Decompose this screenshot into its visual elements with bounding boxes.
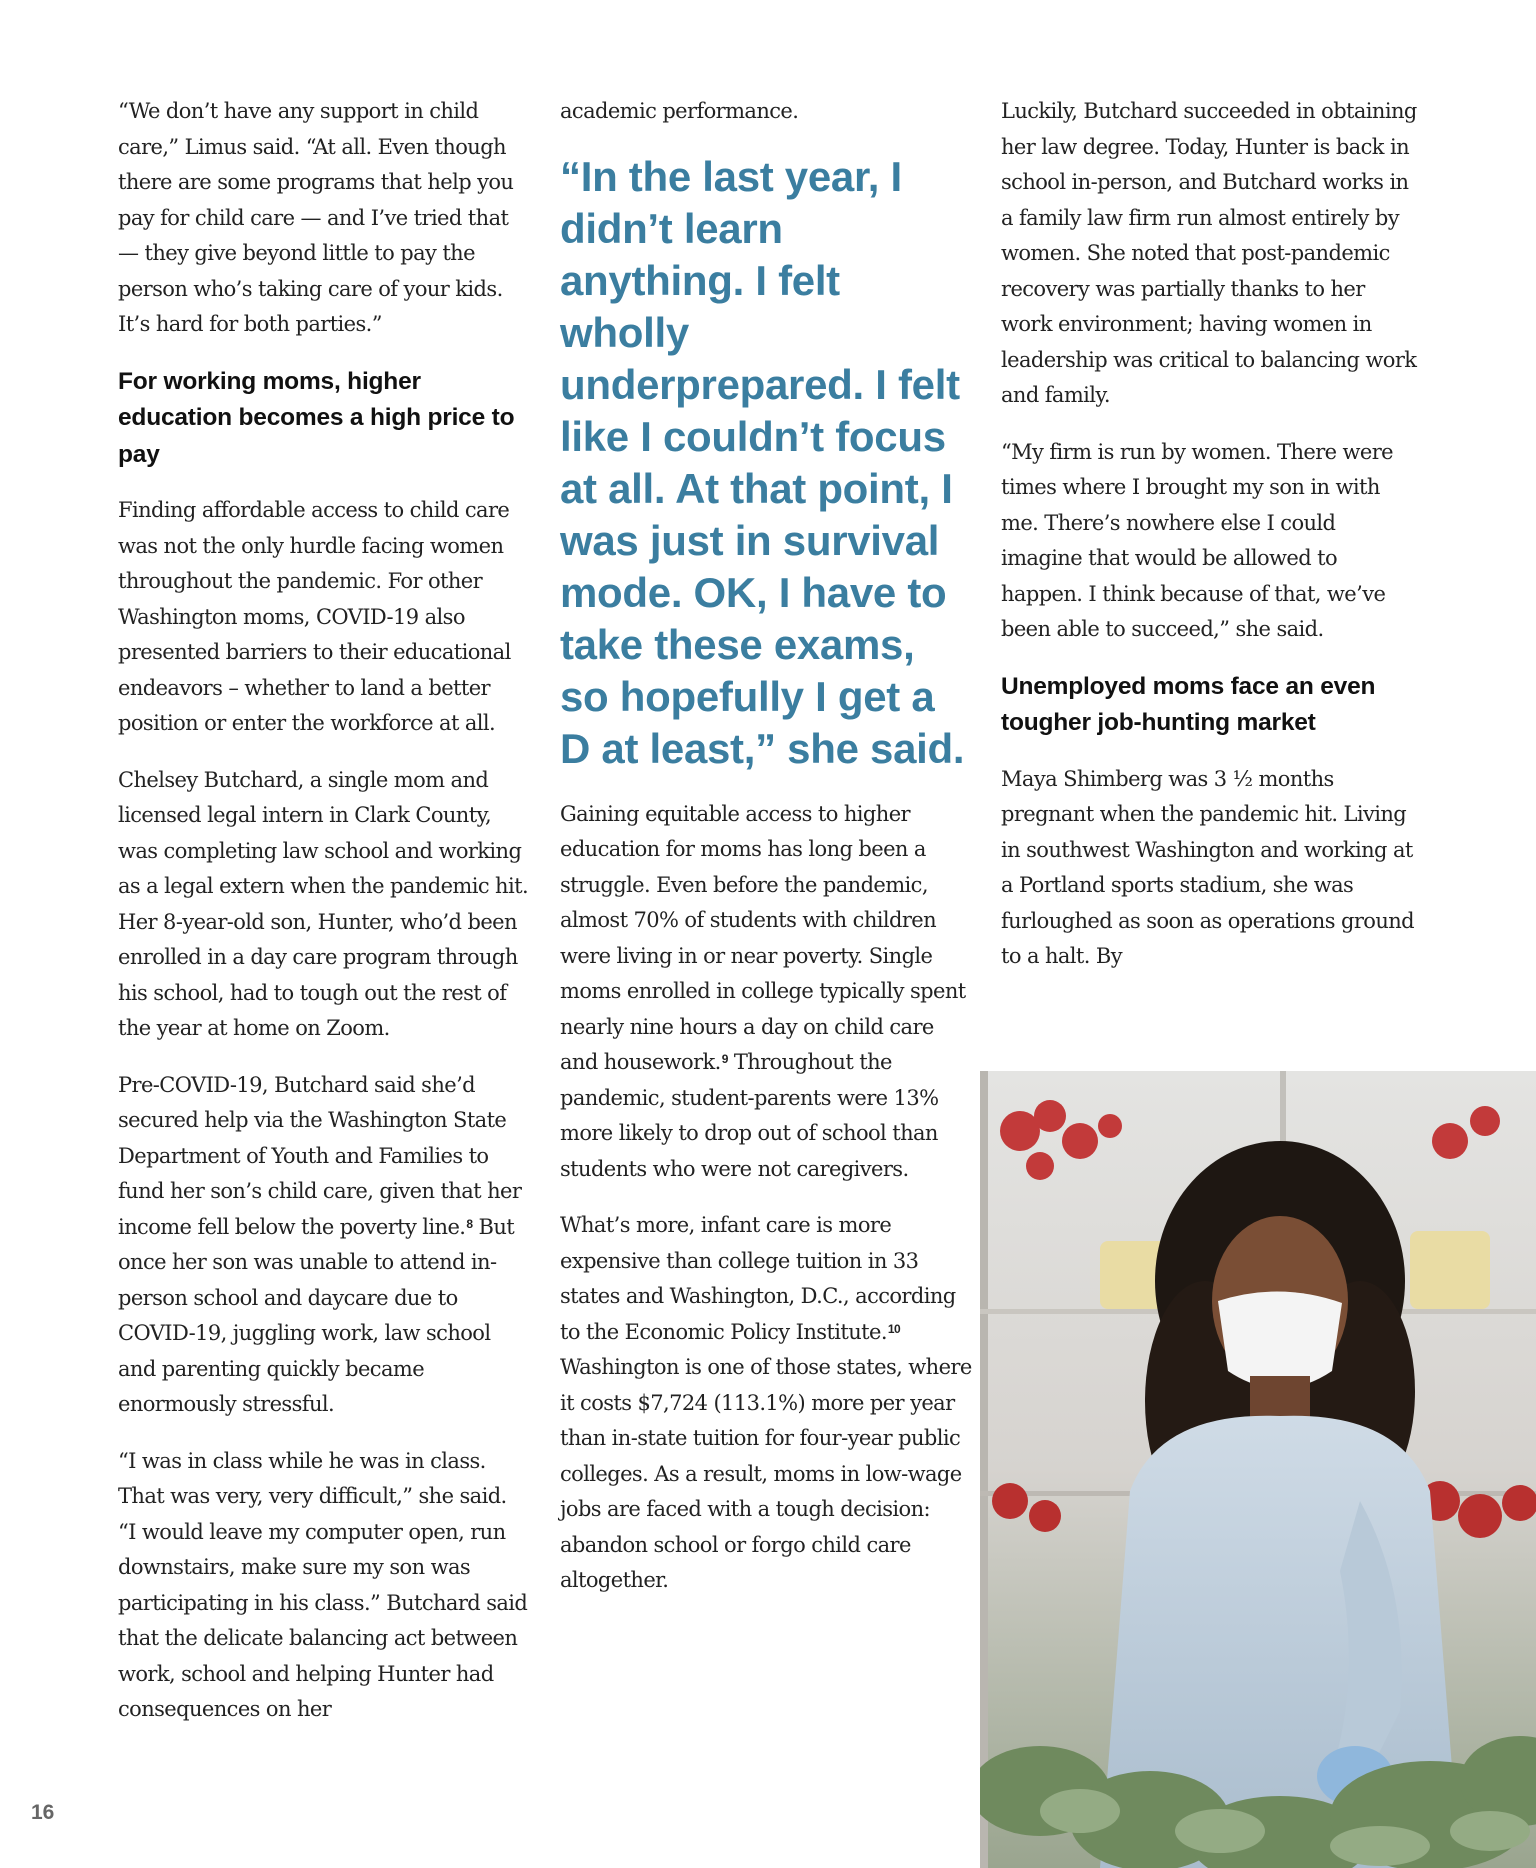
footnote-marker: 8 <box>466 1216 473 1231</box>
middle-column <box>560 94 972 1620</box>
photo-woman-masked-tending-plants <box>980 1071 1536 1868</box>
left-column <box>118 94 530 1749</box>
paragraph: Chelsey Butchard, a single mom and licensed legal intern in Clark County, was completing law school and working as a legal extern when the pandemic hit. Her 8-year-old son, Hunter, who’d been enrolled in a day care program through his school, had to tough out the rest of the year at home on Zoom. <box>118 767 529 1040</box>
footnote-marker: 9 <box>721 1052 728 1066</box>
footnote-marker: 10 <box>887 1321 901 1336</box>
paragraph-text: Gaining equitable access to higher education for moms has long been a struggle. Even before the pandemic, almost 70% of students with children were living in or near poverty. Single moms enrolled in college typically spent nearly nine hours a day on child care and housework. <box>560 801 966 1074</box>
paragraph <box>560 1208 972 1599</box>
paragraph: Luckily, Butchard succeeded in obtaining her law degree. Today, Hunter is back in school in-person, and Butchard works in a family law firm run almost entirely by women. She noted that post-pandemic recovery was partially thanks to her work environment; having women in leadership was critical to balancing work and family. <box>1001 99 1417 407</box>
pull-quote: “In the last year, I didn’t learn anything. I felt wholly underprepared. I felt like I couldn’t focus at all. At that point, I was just in survival mode. OK, I have to take these exams, so hopefully I get a D at least,” she said. <box>560 152 965 772</box>
section-heading: Unemployed moms face an even tougher job-hunting market <box>1001 672 1376 736</box>
paragraph <box>560 797 972 1188</box>
page-number: 16 <box>31 1801 55 1824</box>
paragraph: “I was in class while he was in class. That was very, very difficult,” she said. “I would leave my computer open, run downstairs, make sure my son was participating in his class.” Butchard said that the delicate balancing act between work, school and helping Hunter had consequences on her <box>118 1448 528 1721</box>
paragraph-text: Pre-COVID-19, Butchard said she’d secured help via the Washington State Department of Youth and Families to fund her son’s child care, given that her income fell below the poverty line. <box>118 1072 522 1239</box>
paragraph-text: Washington is one of those states, where it costs $7,724 (113.1%) more per year than in-state tuition for four-year public colleges. As a result, moms in low-wage jobs are faced with a tough decision: abandon school or forgo child care altogether. <box>560 1355 972 1592</box>
paragraph: Maya Shimberg was 3 ½ months pregnant when the pandemic hit. Living in southwest Washington and working at a Portland sports stadium, she was furloughed as soon as operations ground to a halt. By <box>1001 766 1415 968</box>
section-heading: For working moms, higher education becomes a high price to pay <box>118 367 515 468</box>
paragraph: “My firm is run by women. There were times where I brought my son in with me. There’s nowhere else I could imagine that would be allowed to happen. I think because of that, we’ve been able to succeed,” she said. <box>1001 439 1394 641</box>
paragraph-text: But once her son was unable to attend in-person school and daycare due to COVID-19, juggling work, law school and parenting quickly became enormously stressful. <box>118 1214 515 1416</box>
right-column <box>1001 94 1417 996</box>
paragraph: Finding affordable access to child care was not the only hurdle facing women throughout the pandemic. For other Washington moms, COVID-19 also presented barriers to their educational endeavors – whether to land a better position or enter the workforce at all. <box>118 498 511 735</box>
paragraph-text: Throughout the pandemic, student-parents were 13% more likely to drop out of school than students who were not caregivers. <box>560 1050 939 1181</box>
paragraph: “We don’t have any support in child care,” Limus said. “At all. Even though there are some programs that help you pay for child care — and I’ve tried that — they give beyond little to pay the person who’s taking care of your kids. It’s hard for both parties.” <box>118 99 514 336</box>
paragraph-text: What’s more, infant care is more expensive than college tuition in 33 states and Washington, D.C., according to the Economic Policy Institute. <box>560 1213 956 1344</box>
paragraph <box>118 1068 530 1423</box>
paragraph: academic performance. <box>560 99 799 123</box>
